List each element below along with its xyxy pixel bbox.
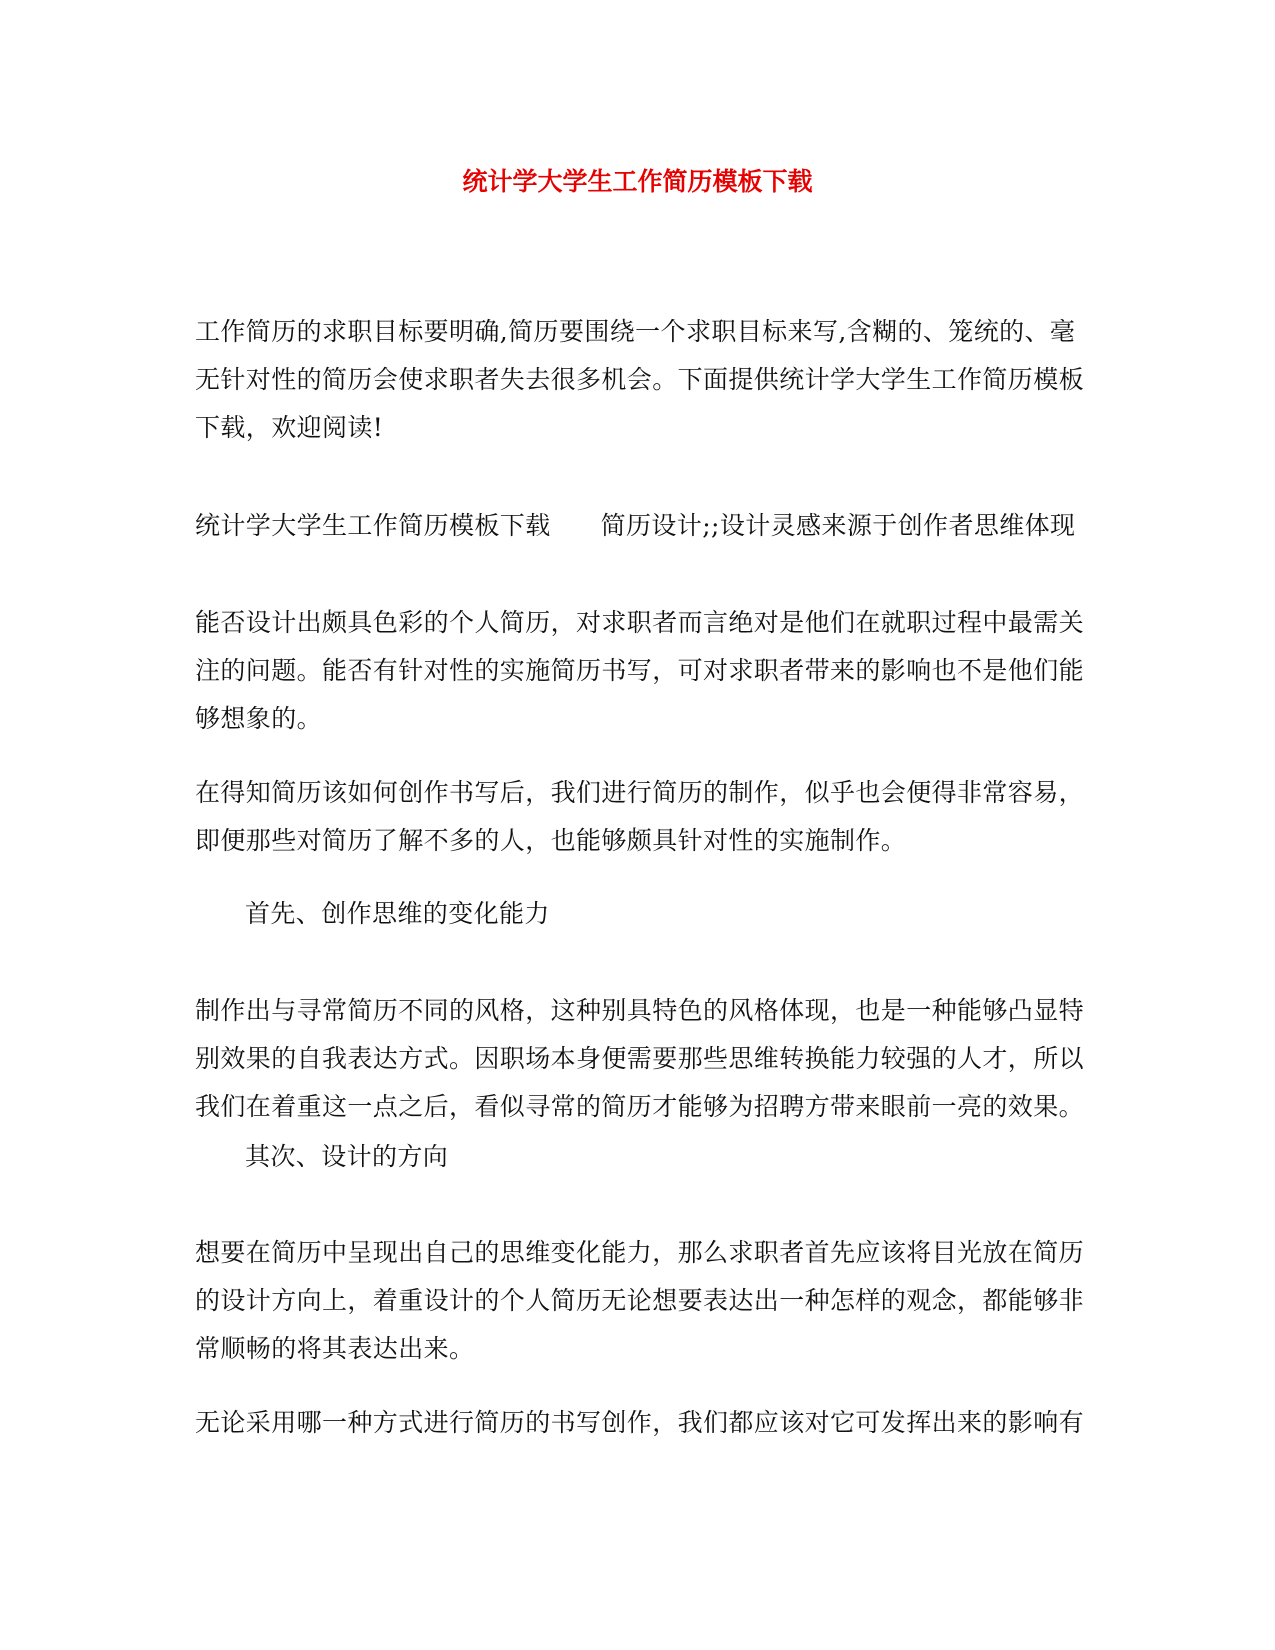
p4-line-2: 即便那些对简历了解不多的人，也能够颇具针对性的实施制作。 — [195, 826, 907, 855]
paragraph-design-importance — [195, 599, 1085, 743]
p5-line-3: 我们在着重这一点之后，看似寻常的简历才能够为招聘方带来眼前一亮的效果。 — [195, 1092, 1085, 1121]
p3-line-3: 够想象的。 — [195, 704, 323, 733]
p5-line-2: 别效果的自我表达方式。因职场本身便需要那些思维转换能力较强的人才，所以 — [195, 1044, 1085, 1073]
section-heading-first — [245, 890, 1125, 938]
intro-paragraph — [195, 308, 1085, 452]
heading1-text: 首先、创作思维的变化能力 — [245, 899, 550, 928]
paragraph-making-resume — [195, 769, 1085, 865]
p5-line-1: 制作出与寻常简历不同的风格，这种别具特色的风格体现，也是一种能够凸显特 — [195, 996, 1085, 1025]
p3-line-1: 能否设计出颇具色彩的个人简历，对求职者而言绝对是他们在就职过程中最需关 — [195, 608, 1085, 637]
p3-line-2: 注的问题。能否有针对性的实施简历书写，可对求职者带来的影响也不是他们能 — [195, 656, 1085, 685]
paragraph-style — [195, 987, 1085, 1131]
intro-line-3: 下载，欢迎阅读! — [195, 413, 384, 442]
p7-line-1: 无论采用哪一种方式进行简历的书写创作，我们都应该对它可发挥出来的影响有 — [195, 1408, 1085, 1437]
document-title: 统计学大学生工作简历模板下载 — [462, 167, 813, 196]
intro-line-1: 工作简历的求职目标要明确,简历要围绕一个求职目标来写,含糊的、笼统的、毫 — [195, 317, 1076, 346]
paragraph-direction — [195, 1229, 1085, 1373]
p6-line-2: 的设计方向上，着重设计的个人简历无论想要表达出一种怎样的观念，都能够非 — [195, 1286, 1085, 1315]
p6-line-3: 常顺畅的将其表达出来。 — [195, 1334, 475, 1363]
p6-line-1: 想要在简历中呈现出自己的思维变化能力，那么求职者首先应该将目光放在简历 — [195, 1238, 1085, 1267]
subtitle-right: 简历设计;;设计灵感来源于创作者思维体现 — [600, 511, 1076, 540]
intro-line-2: 无针对性的简历会使求职者失去很多机会。下面提供统计学大学生工作简历模板 — [195, 365, 1085, 394]
subtitle-left: 统计学大学生工作简历模板下载 — [195, 511, 551, 540]
paragraph-closing — [195, 1399, 1085, 1447]
section-heading-second — [245, 1133, 1125, 1181]
heading2-text: 其次、设计的方向 — [245, 1142, 449, 1171]
p4-line-1: 在得知简历该如何创作书写后，我们进行简历的制作，似乎也会便得非常容易， — [195, 778, 1085, 807]
subtitle-line — [195, 502, 1075, 550]
